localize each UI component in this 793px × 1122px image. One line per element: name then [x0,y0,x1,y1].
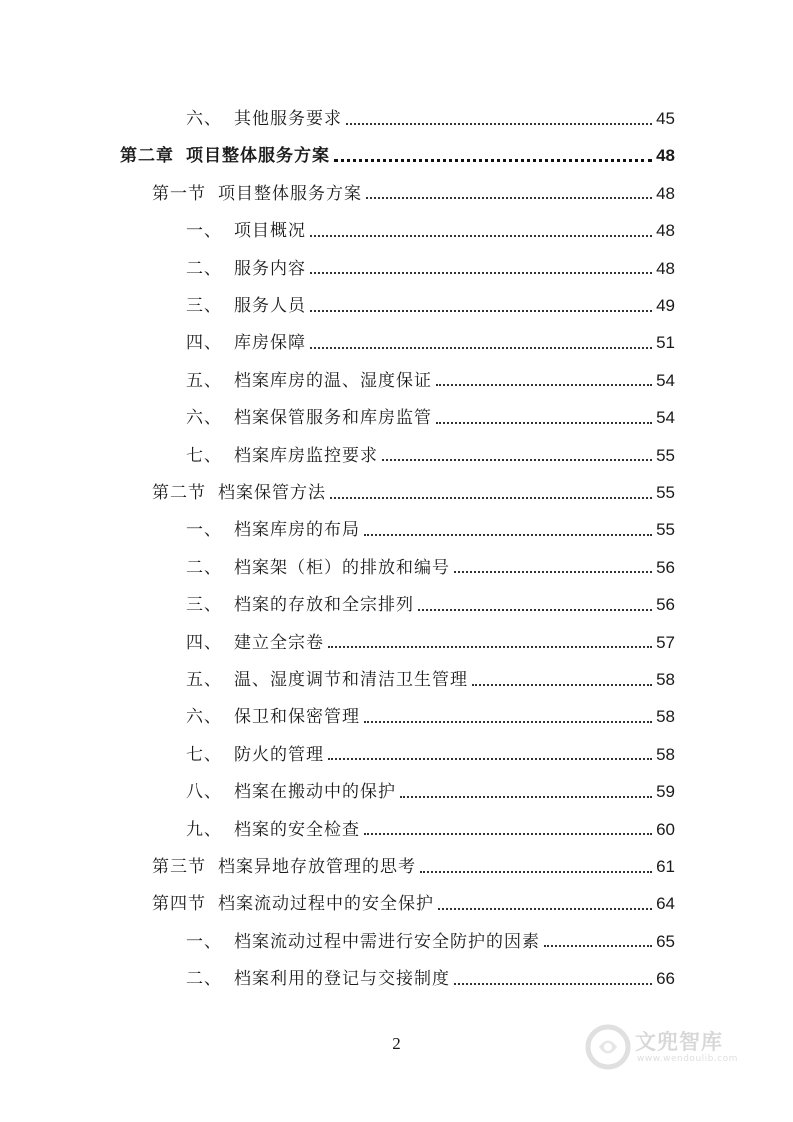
toc-entry-title: 档案库房监控要求 [234,445,378,466]
toc-dot-leader [310,347,652,349]
toc-entry-page: 55 [656,520,675,540]
toc-entry-number: 八、 [186,782,222,803]
toc-dot-leader [364,721,652,723]
toc-entry-number: 二、 [186,258,222,279]
toc-entry-page: 64 [656,894,675,914]
toc-dot-leader [418,609,652,611]
toc-entry-page: 58 [656,707,675,727]
toc-dot-leader [382,459,652,461]
toc-entry-number: 七、 [186,445,222,466]
watermark-logo-icon [585,1024,631,1070]
page-number: 2 [392,1034,401,1053]
toc-entry-label [186,288,306,325]
toc-entry[interactable] [186,661,675,698]
toc-entry[interactable] [186,324,675,361]
toc-entry-number: 三、 [186,595,222,616]
toc-entry-label [186,400,432,437]
toc-entry-page: 55 [656,483,675,502]
toc-entry-label [186,101,342,138]
toc-entry-number: 二、 [186,969,222,990]
toc-entry-label [186,774,396,811]
toc-entry[interactable] [186,100,675,137]
toc-entry-title: 档案保管服务和库房监管 [234,408,432,429]
toc-dot-leader [472,684,652,686]
toc-dot-leader [544,945,652,947]
toc-entry-title: 档案架（柜）的排放和编号 [234,557,450,578]
toc-entry-label [186,812,360,849]
toc-entry-page: 66 [656,969,675,989]
toc-entry-number: 四、 [186,632,222,653]
toc-entry[interactable] [186,362,675,399]
toc-entry-title: 防火的管理 [234,744,324,765]
toc-entry[interactable] [152,175,675,212]
toc-entry-title: 建立全宗卷 [234,632,324,653]
toc-entry-label [186,325,306,362]
toc-entry-title: 档案的存放和全宗排列 [234,595,414,616]
toc-entry[interactable] [152,474,675,511]
toc-entry-number: 一、 [186,221,222,242]
toc-dot-leader [436,422,652,424]
toc-entry-page: 49 [656,296,675,315]
toc-dot-leader [400,796,652,798]
toc-entry-number: 一、 [186,520,222,541]
toc-entry[interactable] [186,586,675,623]
toc-entry-label [186,737,324,774]
toc-dot-leader [328,646,652,648]
toc-entry[interactable] [186,624,675,661]
toc-entry-page: 48 [656,183,675,203]
toc-entry-title: 项目概况 [234,221,306,242]
toc-entry-number: 六、 [186,707,222,728]
toc-entry-label [186,587,414,624]
toc-dot-leader [334,159,652,162]
toc-entry-number: 六、 [186,109,222,129]
toc-entry[interactable] [186,399,675,436]
toc-entry-title: 服务人员 [234,296,306,316]
toc-entry-title: 温、湿度调节和清洁卫生管理 [234,670,468,690]
toc-dot-leader [364,833,652,835]
toc-dot-leader [420,871,652,873]
toc-entry-page: 61 [656,857,675,876]
toc-entry-number: 五、 [186,370,222,391]
toc-entry-label [152,849,416,886]
toc-entry-label [186,213,306,250]
toc-entry[interactable] [186,437,675,474]
toc-entry-label [186,625,324,662]
toc-entry-title: 档案库房的布局 [234,520,360,541]
toc-entry-title: 档案利用的登记与交接制度 [234,969,450,990]
toc-entry[interactable] [186,698,675,735]
toc-entry-label [186,512,360,549]
toc-entry-title: 其他服务要求 [234,109,342,129]
toc-entry-page: 51 [656,333,675,353]
toc-entry-page: 45 [656,109,675,128]
toc-entry-page: 48 [656,221,675,241]
toc-entry[interactable] [152,848,675,885]
toc-entry-label [152,176,362,213]
toc-entry-number: 第一节 [152,183,206,204]
toc-entry-number: 第二节 [152,483,206,503]
toc-entry-page: 58 [656,744,675,764]
toc-entry[interactable] [186,773,675,810]
toc-entry-page: 57 [656,632,675,652]
toc-entry-page: 59 [656,782,675,802]
toc-entry-title: 项目整体服务方案 [186,146,330,167]
toc-entry-number: 一、 [186,931,222,952]
toc-entry[interactable] [186,923,675,960]
toc-entry[interactable] [186,736,675,773]
toc-entry[interactable] [152,885,675,922]
toc-entry-page: 48 [656,258,675,278]
toc-entry-page: 55 [656,445,675,465]
toc-entry-label [152,886,434,923]
toc-dot-leader [310,310,652,312]
toc-entry-page: 48 [656,146,675,166]
toc-dot-leader [438,908,652,910]
watermark-site: www.wendoulib.com [637,1054,738,1064]
toc-entry-number: 四、 [186,333,222,354]
toc-entry-number: 第四节 [152,894,206,915]
toc-entry-title: 服务内容 [234,258,306,279]
toc-dot-leader [346,123,652,125]
toc-entry-title: 保卫和保密管理 [234,707,360,728]
toc-entry[interactable] [186,511,675,548]
toc-entry-page: 54 [656,370,675,390]
toc-entry-title: 档案保管方法 [218,483,326,503]
toc-entry[interactable] [186,811,675,848]
toc-dot-leader [366,197,652,199]
toc-entry-title: 档案流动过程中需进行安全防护的因素 [234,931,540,952]
watermark-brand: 文兜智库 [635,1030,723,1054]
toc-entry-label [186,251,306,288]
toc-entry-title: 档案在搬动中的保护 [234,782,396,803]
toc-entry-page: 56 [656,557,675,577]
toc-entry-title: 项目整体服务方案 [218,183,362,204]
toc-entry-number: 七、 [186,744,222,765]
toc-entry-label [186,699,360,736]
toc-dot-leader [436,384,652,386]
toc-entry-label [120,138,330,175]
toc-entry-label [186,438,378,475]
toc-entry-title: 档案库房的温、湿度保证 [234,370,432,391]
toc-entry-title: 档案的安全检查 [234,819,360,840]
toc-dot-leader [328,758,652,760]
toc-dot-leader [310,235,652,237]
toc-entry-label [186,961,450,998]
toc-entry-title: 库房保障 [234,333,306,354]
toc-entry-label [186,924,540,961]
toc-entry-label [186,363,432,400]
toc-entry[interactable] [186,250,675,287]
toc-entry[interactable] [186,287,675,324]
toc-dot-leader [310,272,652,274]
toc-entry-title: 档案流动过程中的安全保护 [218,894,434,915]
toc-entry-label [186,550,450,587]
toc-entry[interactable] [120,137,675,174]
toc-dot-leader [364,534,652,536]
toc-entry-title: 档案异地存放管理的思考 [218,857,416,877]
toc-entry[interactable] [186,212,675,249]
toc-entry-label [186,662,468,699]
toc-dot-leader [330,497,652,499]
toc-entry-number: 三、 [186,296,222,316]
toc-entry-label [152,475,326,512]
watermark [585,1020,755,1080]
toc-entry-number: 五、 [186,670,222,690]
toc-entry-page: 60 [656,819,675,839]
toc-entry-number: 第三节 [152,857,206,877]
toc-entry-number: 九、 [186,819,222,840]
toc-entry[interactable] [186,960,675,997]
toc-entry-number: 二、 [186,557,222,578]
toc-entry-page: 54 [656,408,675,428]
toc-entry-number: 六、 [186,408,222,429]
toc-entry-page: 56 [656,595,675,615]
toc-dot-leader [454,571,652,573]
toc-entry-number: 第二章 [120,146,174,167]
toc-dot-leader [454,983,652,985]
toc-entry-page: 58 [656,670,675,689]
toc-entry[interactable] [186,549,675,586]
toc-entry-page: 65 [656,931,675,951]
